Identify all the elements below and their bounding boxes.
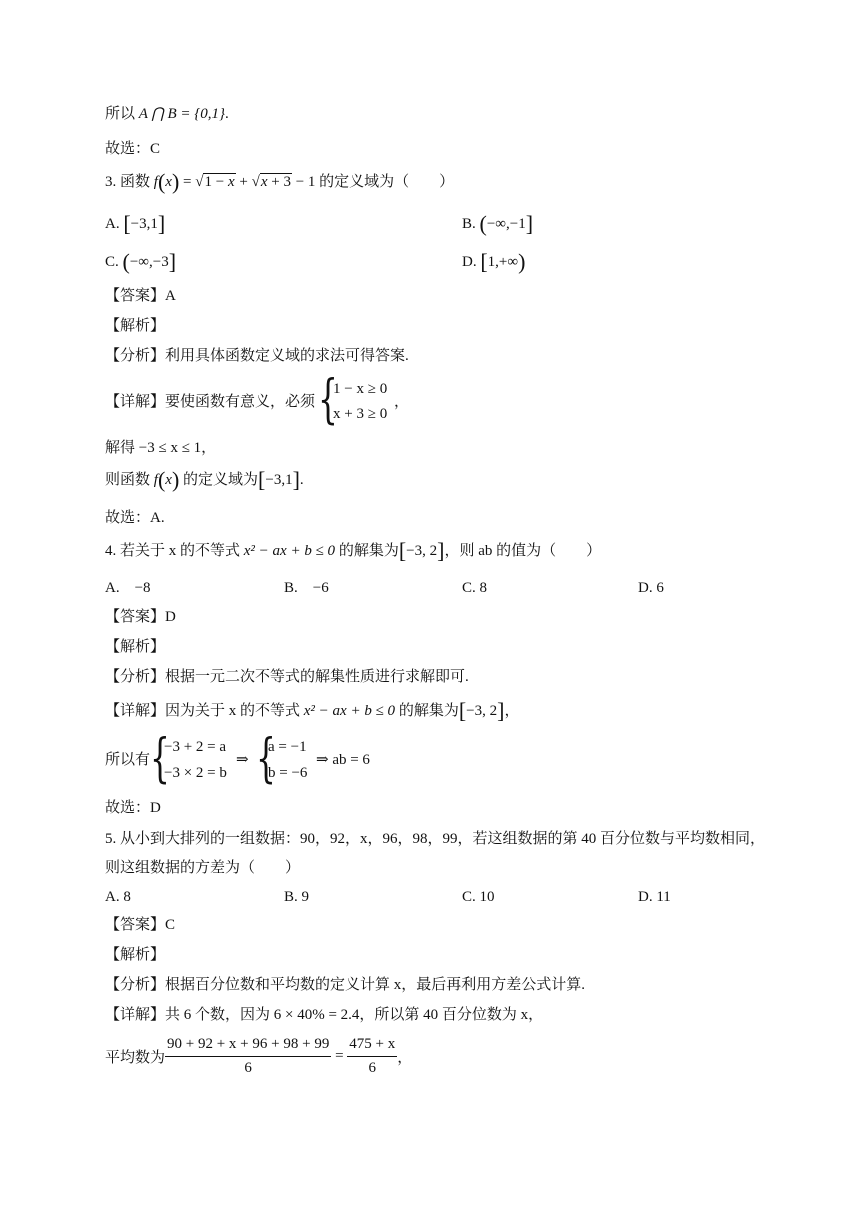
text: 的定义域为（ ）: [319, 174, 455, 190]
detail-line: 【详解】因为关于 x 的不等式 x² − ax + b ≤ 0 的解集为[−3, 2]，: [105, 698, 520, 723]
analysis-heading: 【解析】: [105, 639, 166, 655]
detail-line: 【详解】共 6 个数，因为 6 × 40% = 2.4，所以第 40 百分位数为 x，: [105, 1007, 544, 1023]
option-b: B. −6: [284, 580, 329, 596]
text: ，: [394, 394, 410, 410]
system-row-1: −3 + 2 = a: [164, 739, 227, 755]
solve-line: 解得 −3 ≤ x ≤ 1，: [105, 440, 217, 456]
system-row-1: 1 − x ≥ 0: [333, 381, 388, 397]
text: 故选：C: [105, 141, 161, 157]
text-line: [105, 104, 229, 124]
question-5-stem-1: 5. 从小到大排列的一组数据：90，92，x，96，98，99，若这组数据的第 40 百分位数与平均数相同，: [105, 831, 766, 847]
conclusion-line: 则函数 f(x) 的定义域为[−3,1].: [105, 467, 304, 492]
text: 3. 函数: [105, 174, 154, 190]
analysis-line: 【分析】根据一元二次不等式的解集性质进行求解即可.: [105, 669, 469, 685]
text: 所以: [105, 106, 139, 122]
option-a: A. 8: [105, 889, 131, 905]
analysis-line: 【分析】利用具体函数定义域的求法可得答案.: [105, 348, 409, 364]
answer-line: 【答案】C: [105, 917, 176, 933]
analysis-heading: 【解析】: [105, 947, 166, 963]
system-row-2: b = −6: [268, 765, 308, 781]
option-d: D. 11: [638, 889, 671, 905]
function-expression: f(x) = √1 − x + √x + 3 − 1: [153, 169, 316, 194]
so-line: 所以有: [105, 752, 151, 768]
system-row-2: x + 3 ≥ 0: [333, 406, 388, 422]
math-expression: x² − ax + b ≤ 0: [243, 543, 336, 559]
text: .: [225, 106, 229, 122]
detail-line: 【详解】要使函数有意义，必须: [105, 394, 316, 410]
brace: {: [256, 729, 276, 789]
question-5-stem-2: 则这组数据的方差为（ ）: [105, 860, 301, 876]
answer-line: 【答案】A: [105, 288, 176, 304]
question-3-stem: [105, 169, 455, 194]
choose-line: 故选：D: [105, 800, 161, 816]
question-4-stem: 4. 若关于 x 的不等式 x² − ax + b ≤ 0 的解集为[−3, 2]，则 ab 的值为（ ）: [105, 538, 602, 563]
system-row-2: −3 × 2 = b: [164, 765, 227, 781]
option-d: D. [1,+∞): [462, 249, 526, 274]
brace: {: [318, 370, 338, 430]
analysis-heading: 【解析】: [105, 318, 166, 334]
analysis-line: 【分析】根据百分位数和平均数的定义计算 x，最后再利用方差公式计算.: [105, 977, 586, 993]
text-line: [105, 139, 160, 159]
math-expression: A ⋂ B = {0,1}: [138, 106, 225, 122]
choose-line: 故选：A.: [105, 510, 165, 526]
result: ⇒ ab = 6: [316, 752, 370, 768]
fraction: $\frac{90 + 92 + x + 96 + 98 + 99}{6}$: [167, 1036, 330, 1076]
option-a: A. [−3,1]: [105, 211, 166, 236]
function-expression: f(x): [153, 467, 180, 492]
option-c: C. 10: [462, 889, 495, 905]
option-d: D. 6: [638, 580, 664, 596]
answer-line: 【答案】D: [105, 609, 176, 625]
average-line: 平均数为 $\frac{90 + 92 + x + 96 + 98 + 99}{6}$ = $\frac{475 + x}{6}$ ，: [105, 1036, 413, 1076]
system-row-1: a = −1: [268, 739, 307, 755]
option-a: A. −8: [105, 580, 151, 596]
fraction: $\frac{475 + x}{6}$: [349, 1036, 396, 1076]
option-b: B. (−∞,−1]: [462, 211, 534, 236]
brace: {: [150, 729, 170, 789]
option-c: C. (−∞,−3]: [105, 249, 177, 274]
option-c: C. 8: [462, 580, 488, 596]
arrow: ⇒: [236, 752, 249, 768]
option-b: B. 9: [284, 889, 310, 905]
